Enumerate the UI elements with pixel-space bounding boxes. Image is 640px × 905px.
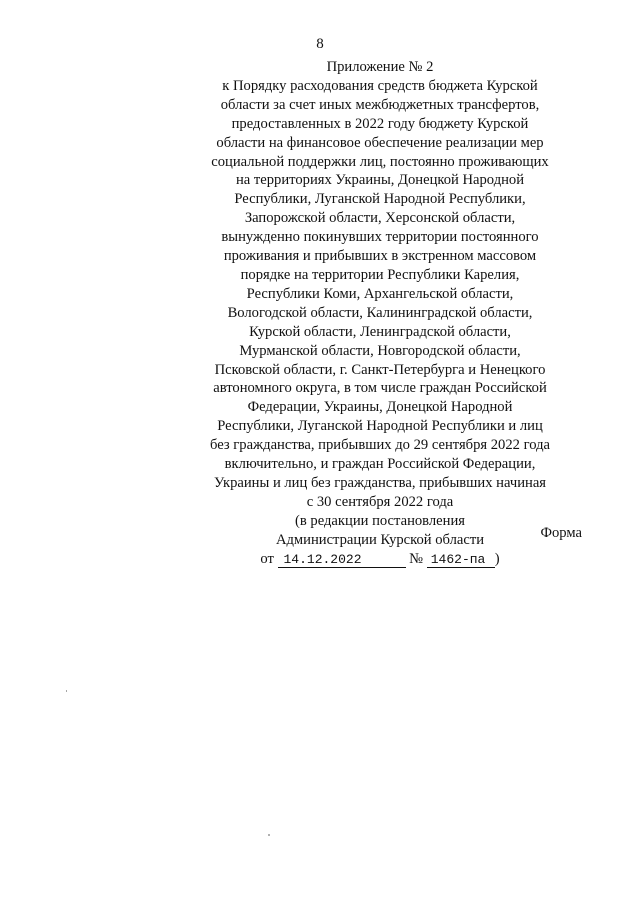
appendix-text-line: с 30 сентября 2022 года [306, 493, 454, 510]
appendix-text-line: проживания и прибывших в экстренном массовом [223, 248, 537, 265]
appendix-title: Приложение № 2 [326, 59, 434, 75]
scan-speck [268, 834, 270, 836]
appendix-text-line: Украины и лиц без гражданства, прибывших начиная [213, 474, 547, 491]
appendix-text-line: на территориях Украины, Донецкой Народной [235, 172, 525, 189]
appendix-text-line: Республики Коми, Архангельской области, [246, 285, 514, 302]
from-label: от [260, 550, 274, 567]
number-label: № [409, 550, 424, 567]
appendix-text-line: социальной поддержки лиц, постоянно проживающих [211, 153, 549, 170]
appendix-text-line: вынужденно покинувших территории постоянного [221, 229, 539, 246]
appendix-text-line: Курской области, Ленинградской области, [249, 323, 511, 340]
appendix-header [150, 58, 610, 568]
page-number: 8 [316, 36, 324, 52]
appendix-text-line: Вологодской области, Калининградской области, [227, 304, 533, 321]
appendix-text-line: Федерации, Украины, Донецкой Народной [247, 399, 513, 416]
scan-speck [66, 690, 67, 692]
appendix-text-line: предоставленных в 2022 году бюджету Курской [231, 115, 529, 132]
appendix-text-line: включительно, и граждан Российской Федерации, [224, 456, 536, 473]
appendix-text-line: порядке на территории Республики Карелия, [240, 266, 520, 283]
appendix-text-line: Мурманской области, Новгородской области, [239, 342, 521, 359]
appendix-text-line: Республики, Луганской Народной Республики, [234, 191, 526, 208]
appendix-text-line: автономного округа, в том числе граждан Российской [213, 380, 547, 397]
edition-note-line-2: Администрации Курской области [275, 531, 485, 548]
edition-number: 1462-па [427, 553, 495, 568]
edition-date: 14.12.2022 [278, 553, 406, 568]
appendix-text-line: области за счет иных межбюджетных трансфертов, [220, 96, 540, 113]
edition-reference [150, 550, 610, 569]
form-label: Форма [540, 525, 582, 541]
appendix-text-line: области на финансовое обеспечение реализации мер [216, 134, 544, 151]
edition-note-line-1: (в редакции постановления [295, 512, 465, 529]
appendix-text-line: к Порядку расходования средств бюджета Курской [222, 77, 538, 94]
appendix-text-line: без гражданства, прибывших до 29 сентября 2022 года [210, 437, 550, 454]
close-paren: ) [494, 550, 500, 567]
appendix-text-line: Псковской области, г. Санкт-Петербурга и Ненецкого [214, 361, 546, 378]
appendix-text-line: Запорожской области, Херсонской области, [244, 210, 516, 227]
appendix-text-line: Республики, Луганской Народной Республики и лиц [217, 418, 543, 435]
